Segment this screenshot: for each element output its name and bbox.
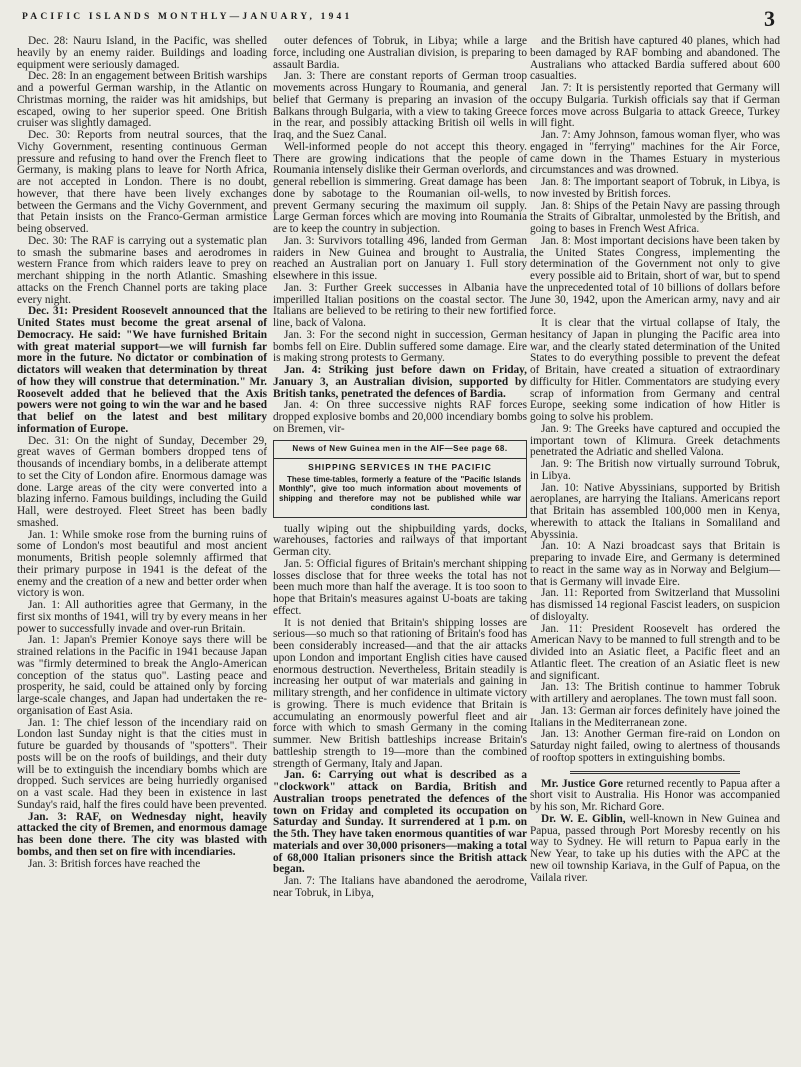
paragraph bbox=[530, 541, 780, 588]
notice-box bbox=[273, 440, 527, 518]
paragraph bbox=[17, 812, 267, 859]
notice-heading: SHIPPING SERVICES IN THE PACIFIC bbox=[308, 461, 492, 472]
paragraph-text: Jan. 7: Amy Johnson, famous woman flyer, who was engaged in "ferrying" machines for the Air Force, came down in the Thames Estuary in mysterious circumstances and was drowned. bbox=[530, 129, 780, 177]
column-2 bbox=[273, 36, 527, 900]
paragraph bbox=[530, 201, 780, 236]
paragraph-text: tually wiping out the shipbuilding yards, docks, warehouses, factories and railways of that important German city. bbox=[273, 522, 527, 558]
paragraph bbox=[530, 459, 780, 483]
paragraph bbox=[273, 770, 527, 876]
paragraph-text: outer defences of Tobruk, in Libya; while a large force, including one Australian division, is preparing to assault Bardia. bbox=[273, 35, 527, 71]
paragraph bbox=[530, 177, 780, 201]
paragraph-text: Jan. 13: German air forces definitely have joined the Italians in the Mediterranean zone. bbox=[530, 704, 780, 729]
paragraph bbox=[273, 400, 527, 435]
paragraph-text: and the British have captured 40 planes, which had been damaged by RAF bombing and abandoned. The Australians who attacked Bardia suffered about 600 casualties. bbox=[530, 35, 780, 83]
paragraph bbox=[530, 236, 780, 318]
paragraph-text: Jan. 5: Official figures of Britain's merchant shipping losses disclose that for three weeks the total has not been much more than half the average. It is too soon to hope that Britain's measures against U-boats are taking effect. bbox=[273, 557, 527, 617]
paragraph bbox=[273, 876, 527, 900]
paragraph bbox=[17, 71, 267, 130]
paragraph-text: well-known in New Guinea and Papua, passed through Port Moresby recently on his way to Sydney. He will return to Papua early in the New Year, to take up his duties with the APC at the new oil township Kariava, in the Gulf of Papua, on the Vailala river. bbox=[530, 812, 781, 884]
paragraph-text: Jan. 11: Reported from Switzerland that Mussolini has dismissed 14 regional Fascist leaders, on suspicion of disloyalty. bbox=[530, 587, 780, 623]
paragraph bbox=[17, 436, 267, 530]
paragraph-text: Jan. 1: All authorities agree that Germany, in the first six months of 1941, will try by every means in her power to successfully invade and over-run Britain. bbox=[17, 599, 267, 635]
paragraph-text: Jan. 13: The British continue to hammer Tobruk with artillery and aeroplanes. The town must fall soon. bbox=[530, 681, 780, 705]
paragraph bbox=[530, 318, 780, 424]
paragraph-text: It is not denied that Britain's shipping losses are serious—so much so that rationing of Britain's food has been considerably increased—and that the air attacks upon London and important English cities have caused enormous destruction. Nevertheless, Britain steadily is increasing her output of war materials and gaining in military strength, and her confidence in ultimate victory is growing. There is much evidence that Britain is accumulating an enormously powerful fleet and air force with which to smash Germany in the coming summer. New British battleships increase Britain's battleship strength to 19—more than the combined strength of Germany, Italy and Japan. bbox=[273, 616, 527, 770]
paragraph-text: Jan. 1: The chief lesson of the incendiary raid on London last Sunday night is that the cities must in future be guarded by thousands of "spotters". Their posts will be on the roofs of buildings, and their duty will be to extinguish the incendiary bombs which are dropped. Such services are being hurriedly organised on a vast scale. Had they been in existence in last Sunday's raid, half the fires could have been prevented. bbox=[17, 716, 267, 811]
paragraph-text: Jan. 7: The Italians have abandoned the aerodrome, near Tobruk, in Libya, bbox=[273, 875, 527, 899]
paragraph-text: Jan. 8: Most important decisions have been taken by the United States Congress, implementing the determination of the Government not only to give every possible aid to Britain, short of war, but to spend the unprecedented total of 10 billions of dollars before June 30, 1942, upon the American army, navy and air force. bbox=[530, 234, 780, 318]
running-header: PACIFIC ISLANDS MONTHLY—JANUARY, 1941 bbox=[22, 12, 353, 22]
paragraph-text: Dec. 31: On the night of Sunday, December 29, great waves of German bombers dropped tens of thousands of incendiary bombs, in a deliberate attempt to set the City of London afire. Enormous damage was done. Large areas of the city were converted into a blazing inferno. Famous buildings, including the Guild Hall, were destroyed. Fleet Street has been badly smashed. bbox=[17, 434, 267, 529]
paragraph bbox=[530, 424, 780, 459]
paragraph bbox=[273, 559, 527, 618]
column-2-bottom bbox=[273, 524, 527, 900]
paragraph bbox=[17, 718, 267, 812]
paragraph bbox=[273, 236, 527, 283]
paragraph bbox=[530, 814, 780, 885]
paragraph bbox=[273, 71, 527, 142]
paragraph bbox=[273, 365, 527, 400]
paragraph-text: Dec. 28: In an engagement between British warships and a powerful German warship, in the Atlantic on Christmas morning, the raider was hit amidships, but escaped, owing to her superior speed. One British cruiser was slightly damaged. bbox=[17, 70, 267, 130]
paragraph-text: Jan. 3: Further Greek successes in Albania have imperilled Italian positions on the coastal sector. The Italians are believed to be retiring to their new fortified line, back of Valona. bbox=[273, 281, 527, 329]
paragraph-text: It is clear that the virtual collapse of Italy, the hesitancy of Japan in plunging the Pacific area into war, and the clearly stated determination of the United States to do everything possible to prevent the defeat of Britain, have created a situation of extraordinary difficulty for Hitler. Commentators are studying every scrap of information from Germany and central Europe, seeking some indication of how Hitler is going to solve his problem. bbox=[530, 317, 780, 423]
paragraph bbox=[530, 130, 780, 177]
page-number: 3 bbox=[764, 6, 775, 31]
notice-line: News of New Guinea men in the AIF—See page 68. bbox=[292, 443, 508, 453]
paragraph bbox=[530, 682, 780, 706]
paragraph bbox=[17, 635, 267, 717]
paragraph bbox=[17, 530, 267, 601]
paragraph-text: Jan. 3: For the second night in succession, German bombs fell on Eire. Dublin suffered some damage. Eire is making strong protests to Germany. bbox=[273, 328, 527, 365]
paragraph bbox=[530, 706, 780, 730]
paragraph-text: Jan. 4: Striking just before dawn on Friday, January 3, an Australian division, supported by British tanks, penetrated the defences of Bardia. bbox=[273, 364, 527, 400]
paragraph-text: Jan. 3: Survivors totalling 496, landed from German raiders in New Guinea and brought to Australia, reached an Australian port on January 1. Full story elsewhere in this issue. bbox=[273, 234, 527, 282]
paragraph-text: Dec. 28: Nauru Island, in the Pacific, was shelled heavily by an enemy raider. Buildings and loading equipment were seriously damaged. bbox=[17, 35, 267, 71]
column-3-top bbox=[530, 36, 780, 765]
paragraph bbox=[530, 588, 780, 623]
paragraph-text: Jan. 7: It is persistently reported that Germany will occupy Bulgaria. Turkish officials say that if German forces move across Bulgaria to attack Greece, Turkey will fight. bbox=[530, 82, 780, 130]
paragraph-text: Dec. 31: President Roosevelt announced that the United States must become the great arsenal of Democracy. He said: "We have furnished Britain with great material support—we will furnish far more in the future. No dictator or combination of dictators will weaken that determination by threat of how they will construe that determination." Mr. Roosevelt added that he believed that the Axis powers were not going to win the war and he based that belief on the latest and best military information of Europe. bbox=[17, 305, 267, 435]
paragraph bbox=[17, 130, 267, 236]
paragraph-text: Jan. 3: RAF, on Wednesday night, heavily attacked the city of Bremen, and enormous damage has been done there. The city was blasted with bombs, and then set on fire with incendiaries. bbox=[17, 810, 267, 858]
section-divider bbox=[570, 771, 740, 774]
notice-body: These time-tables, formerly a feature of the "Pacific Islands Monthly", give too much information about movements of shipping and therefore may not be published while war conditions last. bbox=[279, 474, 521, 512]
column-3 bbox=[530, 36, 780, 884]
paragraph bbox=[17, 36, 267, 71]
paragraph bbox=[17, 600, 267, 635]
column-3-bottom bbox=[530, 779, 780, 885]
paragraph-text: Jan. 9: The Greeks have captured and occupied the important town of Klimura. Greek detachments penetrated the Adriatic and shelled Valona. bbox=[530, 422, 780, 459]
paragraph bbox=[273, 330, 527, 365]
paragraph bbox=[530, 729, 780, 764]
paragraph-text: Jan. 3: British forces have reached the bbox=[28, 857, 201, 870]
paragraph bbox=[530, 83, 780, 130]
paragraph-text: Jan. 13: Another German fire-raid on London on Saturday night failed, owing to alertness of thousands of rooftop spotters in extinguishing bombs. bbox=[530, 728, 780, 764]
paragraph bbox=[17, 236, 267, 307]
paragraph-text: Jan. 11: President Roosevelt has ordered the American Navy to be manned to full strength and to be divided into an Asiatic fleet, a Pacific fleet and an Atlantic fleet. The creation of an Asiatic fleet is new and significant. bbox=[530, 622, 780, 682]
paragraph bbox=[273, 618, 527, 771]
paragraph-text: Jan. 1: Japan's Premier Konoye says there will be strained relations in the Pacific in 1941 because Japan was "firmly determined to break the Anglo-American conception of the status quo". Lasting peace and prosperity, he said, could be attained only by forcing large-scale changes, and Japan had undertaken the re-organisation of East Asia. bbox=[17, 634, 267, 717]
paragraph-lead: Mr. Justice Gore bbox=[541, 777, 623, 790]
paragraph bbox=[273, 36, 527, 71]
paragraph-text: Jan. 9: The British now virtually surround Tobruk, in Libya. bbox=[530, 458, 780, 482]
column-1 bbox=[17, 36, 267, 870]
paragraph bbox=[530, 36, 780, 83]
paragraph bbox=[273, 142, 527, 236]
paragraph-text: Jan. 4: On three successive nights RAF forces dropped explosive bombs and 20,000 incendiary bombs on Bremen, vir- bbox=[273, 399, 527, 435]
notice-divider bbox=[274, 458, 526, 459]
paragraph-text: returned recently to Papua after a short visit to Australia. His Honor was accompanied by his son, Mr. Richard Gore. bbox=[530, 777, 780, 813]
paragraph bbox=[273, 524, 527, 559]
paragraph bbox=[17, 306, 267, 435]
paragraph-text: Jan. 10: Native Abyssinians, supported by British aeroplanes, are harrying the Italians. Americans report that Britain has assembled 100,000 men in Kenya, wherewith to attack the Italians in Somaliland and Abyssinia. bbox=[530, 481, 780, 541]
column-2-top bbox=[273, 36, 527, 436]
paragraph-text: Jan. 3: There are constant reports of German troop movements across Hungary to Roumania, and general belief that Germany is preparing an invasion of the Balkans through Bulgaria, with a view to taking Greece in the rear, and possibly attacking British oil wells in Iraq, and the Suez Canal. bbox=[273, 70, 527, 141]
paragraph-text: Well-informed people do not accept this theory. There are growing indications that the people of Roumania intensely dislike their German overlords, and general rebellion is simmering. Great damage has been done by sabotage to the Roumanian oil-wells, to prevent Germany securing the maximum oil supply. Large German forces which are moving into Roumania are to keep the country in subjection. bbox=[273, 140, 527, 235]
paragraph-text: Dec. 30: Reports from neutral sources, that the Vichy Government, resenting continuous German pressure and refusing to hand over the French fleet to Germany, is making plans to leave for North Africa, are not accepted in London. There is no doubt, however, that there have been lively exchanges between the Germans and the Vichy Government, and that Petain insists on the Franco-German armistice being observed. bbox=[17, 129, 267, 235]
paragraph bbox=[17, 859, 267, 871]
paragraph bbox=[530, 483, 780, 542]
paragraph-text: Jan. 6: Carrying out what is described as a "clockwork" attack on Bardia, British and Australian troops penetrated the defences of the town on Friday and completed its occupation on Saturday and Sunday. It surrendered at 1 p.m. on the 5th. They have taken enormous quantities of war materials and over 30,000 prisoners—making a total of 68,000 Italian prisoners since the British attack began. bbox=[273, 769, 527, 876]
paragraph-text: Jan. 8: Ships of the Petain Navy are passing through the Straits of Gibraltar, unmolested by the British, and going to bases in French West Africa. bbox=[530, 199, 780, 235]
paragraph-text: Jan. 8: The important seaport of Tobruk, in Libya, is now invested by British forces. bbox=[530, 176, 780, 200]
paragraph-text: Jan. 1: While smoke rose from the burning ruins of some of London's most beautiful and most ancient monuments, British people solemnly affirmed that their primary purpose in 1941 is the defeat of the enemy and the creation of a new and better order when victory is won. bbox=[17, 528, 267, 600]
paragraph-text: Jan. 10: A Nazi broadcast says that Britain is preparing to invade Eire, and Germany is determined to react in the same way as in Norway and Belgium—that is Germany will invade Eire. bbox=[530, 540, 780, 588]
paragraph-text: Dec. 30: The RAF is carrying out a systematic plan to smash the submarine bases and aerodromes in western France from which raiders leave to prey on merchant shipping in the north Atlantic. Smashing attacks on the French Channel ports are taking place every night. bbox=[17, 234, 267, 306]
paragraph bbox=[530, 624, 780, 683]
paragraph-lead: Dr. W. E. Giblin, bbox=[541, 812, 626, 825]
paragraph bbox=[530, 779, 780, 814]
paragraph bbox=[273, 283, 527, 330]
